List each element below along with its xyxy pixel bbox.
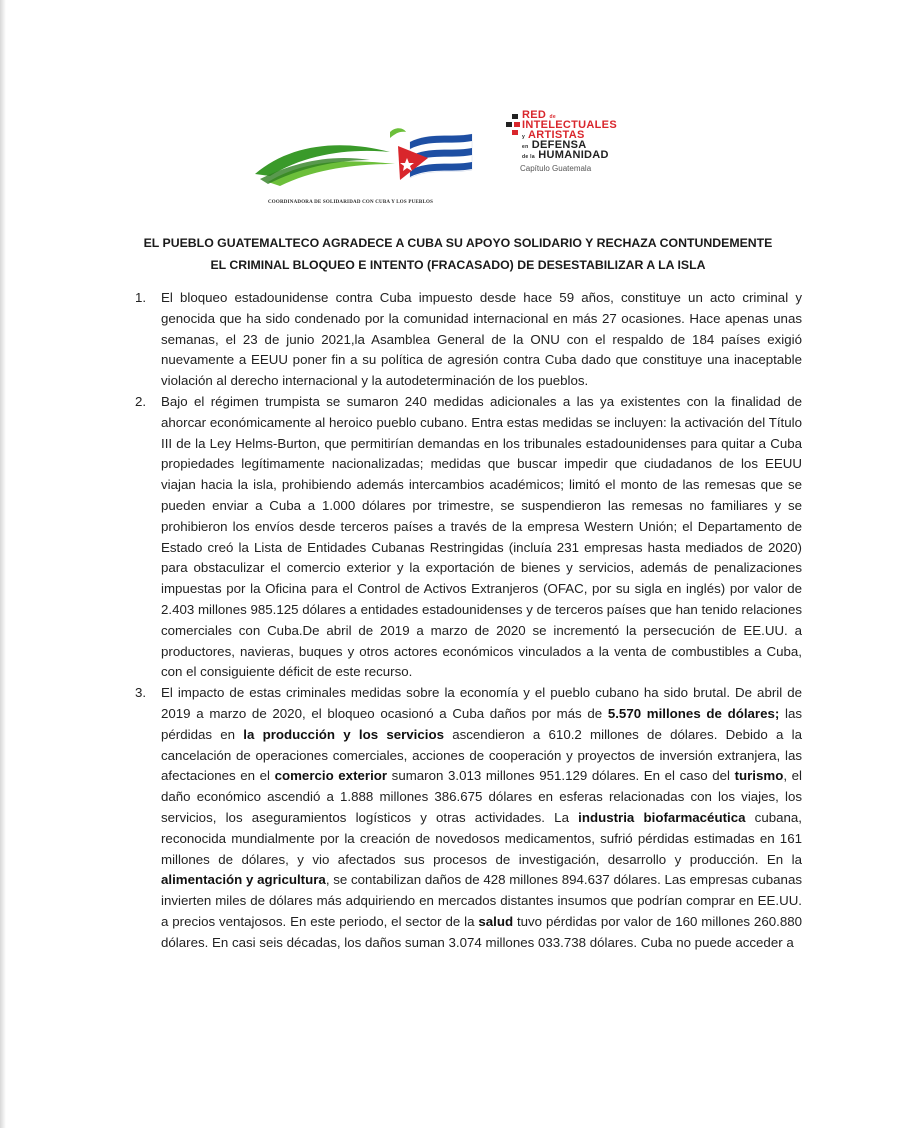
- title-line-2: EL CRIMINAL BLOQUEO E INTENTO (FRACASADO) DE DESESTABILIZAR A LA ISLA: [210, 258, 706, 272]
- red-intelectuales-logo: [500, 96, 660, 186]
- text-segment: El impacto de estas criminales medidas sobre la economía y el pueblo cubano ha sido brutal. De abril de 2019 a marzo de 2020, el bloqueo ocasionó a Cuba daños por más de: [161, 685, 802, 721]
- coordinadora-text: COORDINADORA DE SOLIDARIDAD CON CUBA Y LOS PUEBLOS: [268, 200, 434, 205]
- text-segment: tuvo pérdidas por valor de 160 millones 260.880 dólares. En casi seis décadas, los daños suman 3.074 millones 033.738 dólares. Cuba no puede acceder a: [161, 913, 802, 950]
- logo-de: de: [549, 114, 556, 120]
- logo-defensa: DEFENSA: [531, 139, 587, 151]
- logo-caption: Capítulo Guatemala: [520, 164, 592, 173]
- bold-phrase: alimentación y agricultura: [161, 872, 326, 888]
- list-item: [135, 683, 802, 953]
- logo-intelectuales: INTELECTUALES: [522, 119, 617, 131]
- document-title: [118, 232, 798, 276]
- item-number: 1.: [135, 290, 147, 305]
- text-segment: ascendieron a 610.2 millones de dólares. Debido a la cancelación de operaciones comerciales, acciones de cooperación y proyectos de inversión extranjera, las afectaciones en el: [161, 726, 802, 784]
- bold-phrase: la producción y los servicios: [243, 726, 444, 742]
- text-segment: las pérdidas en: [161, 705, 802, 742]
- logo-en: en: [522, 144, 529, 150]
- flag-swoosh-icon: [250, 124, 475, 199]
- text-segment: sumaron 3.013 millones 951.129 dólares. En el caso del: [387, 768, 735, 784]
- bold-phrase: industria biofarmacéutica: [578, 809, 746, 825]
- text-segment: cubana, reconocida mundialmente por la creación de novedosos medicamentos, sufrió pérdidas estimadas en 161 millones de dólares, y vio afectados sus procesos de investigación, desarrollo y producción. En la: [161, 809, 803, 867]
- coordinadora-logo: [250, 124, 475, 205]
- squares-icon: [500, 112, 522, 146]
- item-number: 3.: [135, 685, 147, 701]
- text-segment: , el daño económico ascendió a 1.888 millones 386.675 dólares en esferas relacionadas con los viajes, los servicios, los aseguramientos logísticos y otras actividades. La: [161, 768, 802, 825]
- bold-phrase: turismo: [734, 768, 784, 784]
- item-number: 2.: [135, 393, 147, 409]
- title-line-1: EL PUEBLO GUATEMALTECO AGRADECE A CUBA SU APOYO SOLIDARIO Y RECHAZA CONTUNDEMENTE: [143, 236, 773, 250]
- item-text: [161, 683, 802, 953]
- item-text: El bloqueo estadounidense contra Cuba impuesto desde hace 59 años, constituye un acto criminal y genocida que ha sido condenado por la comunidad internacional en más 27 ocasiones. Hace apenas unas semanas, el 23 de junio 2021,la Asamblea General de la ONU con el respaldo de 184 países exigió nuevamente a EEUU poner fin a su política de agresión contra Cuba dado que constituye una inaceptable violación al derecho internacional y la autodeterminación de los pueblos.: [161, 290, 802, 389]
- letterhead: [0, 96, 900, 205]
- bold-phrase: salud: [478, 913, 514, 929]
- numbered-list: [135, 288, 802, 954]
- logo-de-la: de la: [522, 154, 535, 160]
- list-item: [135, 288, 802, 392]
- bold-phrase: 5.570 millones de dólares;: [607, 705, 780, 721]
- text-segment: , se contabilizan daños de 428 millones 894.637 dólares. Las empresas cubanas invierten miles de dólares más adquiriendo en mercados distantes insumos que podrían comprar en EE.UU. a precios ventajosos. En este periodo, el sector de la: [161, 872, 802, 929]
- logo-humanidad: HUMANIDAD: [538, 149, 609, 161]
- item-text: Bajo el régimen trumpista se sumaron 240 medidas adicionales a las ya existentes con la finalidad de ahorcar económicamente al heroico pueblo cubano. Entra estas medidas se incluyen: la activación del Título III de la Ley Helms-Burton, que permitirían demandas en los tribunales estadounidenses para quitar a Cuba propiedades legítimamente nacionalizadas; medidas que buscar impedir que ciudadanos de los EEUU viajan hacia la isla, prohibiendo además intercambios académicos; limitó el monto de las remesas que se pueden enviar a Cuba a 1.000 dólares por trimestre, se suspendieron las remesas no familiares y se prohibieron los envíos desde terceros países a través de la empresa Western Unión; el Departamento de Estado creó la Lista de Entidades Cubanas Restringidas (incluía 231 empresas hasta mediados de 2020) para obstaculizar el comercio exterior y la exportación de bienes y servicios, además de penalizaciones impuestas por la Oficina para el Control de Activos Extranjeros (OFAC, por su sigla en inglés) por valor de 2.403 millones 985.125 dólares a entidades estadounidenses y de terceros países que han tenido relaciones comerciales con Cuba.De abril de 2019 a marzo de 2020 se incrementó la persecución de EE.UU. a productores, navieras, buques y otros actores económicos vinculados a la venta de combustibles a Cuba, con el consiguiente déficit de este recurso.: [161, 393, 802, 680]
- logo-y: y: [522, 134, 526, 140]
- list-item: [135, 392, 802, 683]
- logo-red: RED: [522, 109, 547, 121]
- bold-phrase: comercio exterior: [274, 768, 388, 784]
- logo-artistas: ARTISTAS: [528, 129, 585, 141]
